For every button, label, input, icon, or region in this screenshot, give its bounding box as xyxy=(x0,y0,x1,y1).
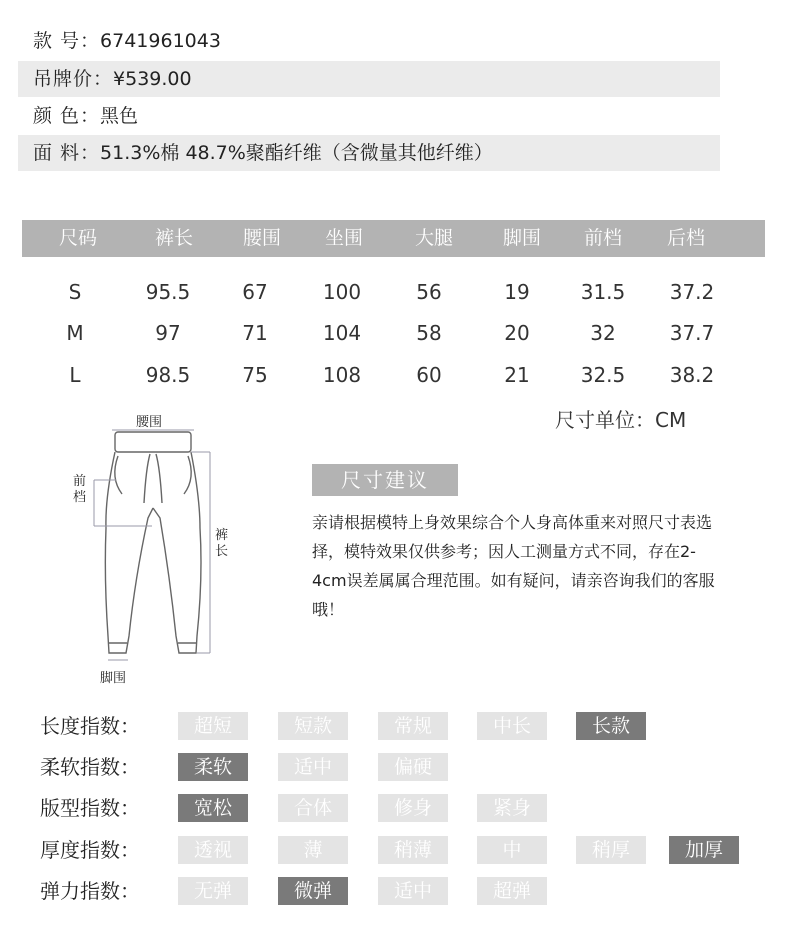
table-cell: 31.5 xyxy=(580,280,626,304)
style-number-value: 6741961043 xyxy=(100,30,221,52)
fit-option: 修身 xyxy=(378,794,448,822)
table-cell: 95.5 xyxy=(145,280,191,304)
header-waist: 腰围 xyxy=(242,227,281,249)
fabric-label: 面 料： xyxy=(33,142,101,164)
length-option: 超短 xyxy=(178,712,248,740)
header-length: 裤长 xyxy=(154,227,193,249)
table-cell: 19 xyxy=(504,280,530,304)
thickness-option-selected: 加厚 xyxy=(669,836,739,864)
elasticity-option: 适中 xyxy=(378,877,448,905)
table-row xyxy=(22,277,765,307)
table-cell: M xyxy=(66,321,84,345)
table-cell: 32 xyxy=(590,321,616,345)
table-row xyxy=(22,360,765,390)
fabric-row xyxy=(18,135,720,171)
softness-option: 适中 xyxy=(278,753,348,781)
color-row xyxy=(18,98,720,134)
header-hem: 脚围 xyxy=(502,227,541,249)
table-cell: 97 xyxy=(155,321,181,345)
table-cell: 56 xyxy=(416,280,442,304)
diagram-waist-label: 腰围 xyxy=(136,415,163,430)
table-cell: 37.7 xyxy=(669,321,715,345)
table-cell: 21 xyxy=(504,363,530,387)
table-cell: 67 xyxy=(242,280,268,304)
price-label: 吊牌价： xyxy=(33,68,114,90)
table-cell: 32.5 xyxy=(580,363,626,387)
diagram-front-rise-label: 前档 xyxy=(73,474,87,505)
fit-option: 合体 xyxy=(278,794,348,822)
table-cell: 100 xyxy=(322,280,362,304)
style-number-row xyxy=(18,23,720,59)
price-row xyxy=(18,61,720,97)
elasticity-index-label: 弹力指数： xyxy=(40,879,140,903)
table-cell: 60 xyxy=(416,363,442,387)
thickness-option: 稍厚 xyxy=(576,836,646,864)
thickness-index-label: 厚度指数： xyxy=(40,838,140,862)
fabric-value: 51.3%棉 48.7%聚酯纤维（含微量其他纤维） xyxy=(100,142,493,164)
color-value: 黑色 xyxy=(100,105,139,127)
header-size: 尺码 xyxy=(58,227,97,249)
color-label: 颜 色： xyxy=(33,105,101,127)
table-cell: S xyxy=(68,280,82,304)
softness-option: 偏硬 xyxy=(378,753,448,781)
length-option: 中长 xyxy=(477,712,547,740)
table-cell: 37.2 xyxy=(669,280,715,304)
pants-diagram xyxy=(60,408,250,693)
table-cell: 20 xyxy=(504,321,530,345)
size-table-header xyxy=(22,220,765,257)
elasticity-option-selected: 微弹 xyxy=(278,877,348,905)
thickness-option: 透视 xyxy=(178,836,248,864)
size-unit: 尺寸单位：CM xyxy=(555,408,687,432)
softness-option-selected: 柔软 xyxy=(178,753,248,781)
table-cell: 58 xyxy=(416,321,442,345)
size-advice-title: 尺寸建议 xyxy=(312,464,458,496)
thickness-option: 中 xyxy=(477,836,547,864)
length-option: 常规 xyxy=(378,712,448,740)
header-thigh: 大腿 xyxy=(414,227,453,249)
elasticity-option: 无弹 xyxy=(178,877,248,905)
fit-index-label: 版型指数： xyxy=(40,796,140,820)
table-cell: 98.5 xyxy=(145,363,191,387)
thickness-option: 稍薄 xyxy=(378,836,448,864)
length-index-label: 长度指数： xyxy=(40,714,140,738)
style-number-label: 款 号： xyxy=(33,30,101,52)
table-cell: 75 xyxy=(242,363,268,387)
softness-index-label: 柔软指数： xyxy=(40,755,140,779)
elasticity-option: 超弹 xyxy=(477,877,547,905)
table-row xyxy=(22,318,765,348)
length-option: 短款 xyxy=(278,712,348,740)
header-back-rise: 后档 xyxy=(666,227,705,249)
fit-option-selected: 宽松 xyxy=(178,794,248,822)
table-cell: 71 xyxy=(242,321,268,345)
table-cell: 108 xyxy=(322,363,362,387)
size-advice-text: 亲请根据模特上身效果综合个人身高体重来对照尺寸表选择，模特效果仅供参考；因人工测量方式不同，存在2-4cm误差属属合理范围。如有疑问，请亲咨询我们的客服哦！ xyxy=(312,513,715,619)
header-front-rise: 前档 xyxy=(583,227,622,249)
table-cell: 38.2 xyxy=(669,363,715,387)
length-option-selected: 长款 xyxy=(576,712,646,740)
price-value: ¥539.00 xyxy=(113,68,192,90)
diagram-length-label: 裤长 xyxy=(215,528,229,559)
fit-option: 紧身 xyxy=(477,794,547,822)
table-cell: L xyxy=(69,363,81,387)
diagram-hem-label: 脚围 xyxy=(100,671,127,686)
header-hip: 坐围 xyxy=(324,227,363,249)
thickness-option: 薄 xyxy=(278,836,348,864)
table-cell: 104 xyxy=(322,321,362,345)
